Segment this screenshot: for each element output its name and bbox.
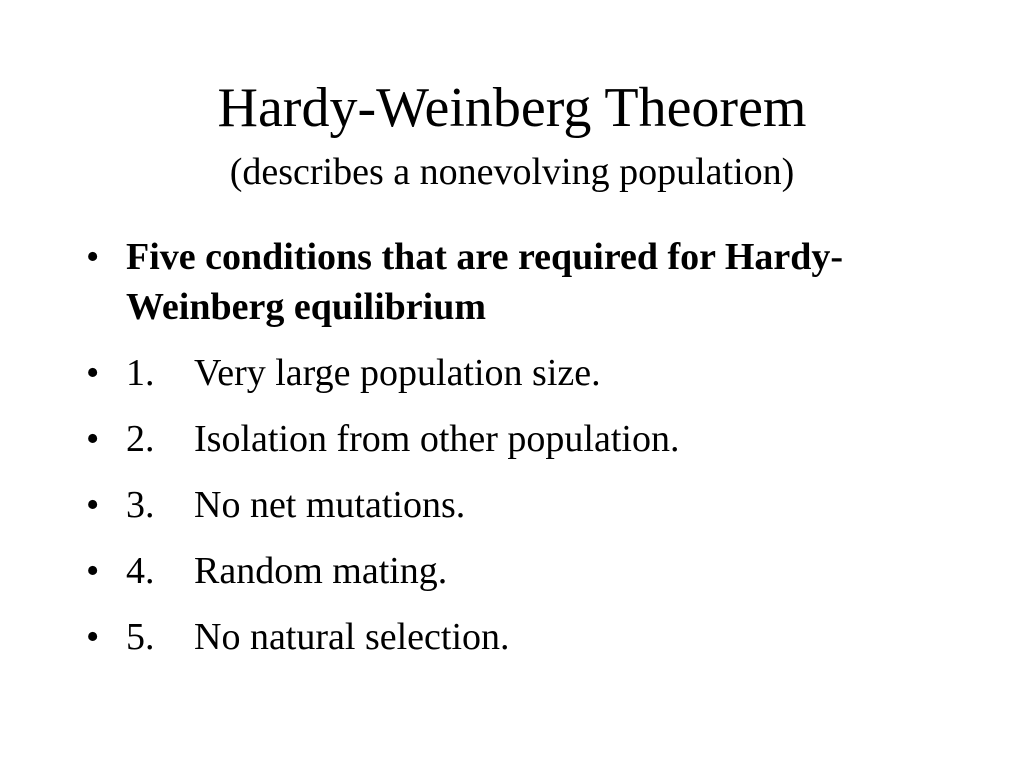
condition-item [86,546,986,596]
condition-text: Isolation from other population. [194,418,680,460]
condition-item [86,480,986,530]
bullet-dot: • [86,236,100,278]
condition-text: No net mutations. [194,484,466,526]
condition-text: Random mating. [194,550,448,592]
condition-number: 1. [126,352,155,394]
condition-item [86,414,986,464]
condition-number: 2. [126,418,155,460]
bullet-dot: • [86,418,100,460]
slide-subtitle: (describes a nonevolving population) [229,151,795,193]
bullet-dot: • [86,550,100,592]
condition-number: 3. [126,484,155,526]
condition-item [86,348,986,398]
bullet-list [86,232,986,678]
lead-bullet [86,232,986,332]
slide-title: Hardy-Weinberg Theorem [217,77,807,139]
condition-item [86,612,986,662]
condition-number: 5. [126,616,155,658]
bullet-dot: • [86,352,100,394]
bullet-dot: • [86,616,100,658]
lead-bullet-text: Five conditions that are required for Hardy-Weinberg equilibrium [126,236,844,328]
condition-text: No natural selection. [194,616,510,658]
bullet-dot: • [86,484,100,526]
condition-text: Very large population size. [194,352,601,394]
condition-number: 4. [126,550,155,592]
